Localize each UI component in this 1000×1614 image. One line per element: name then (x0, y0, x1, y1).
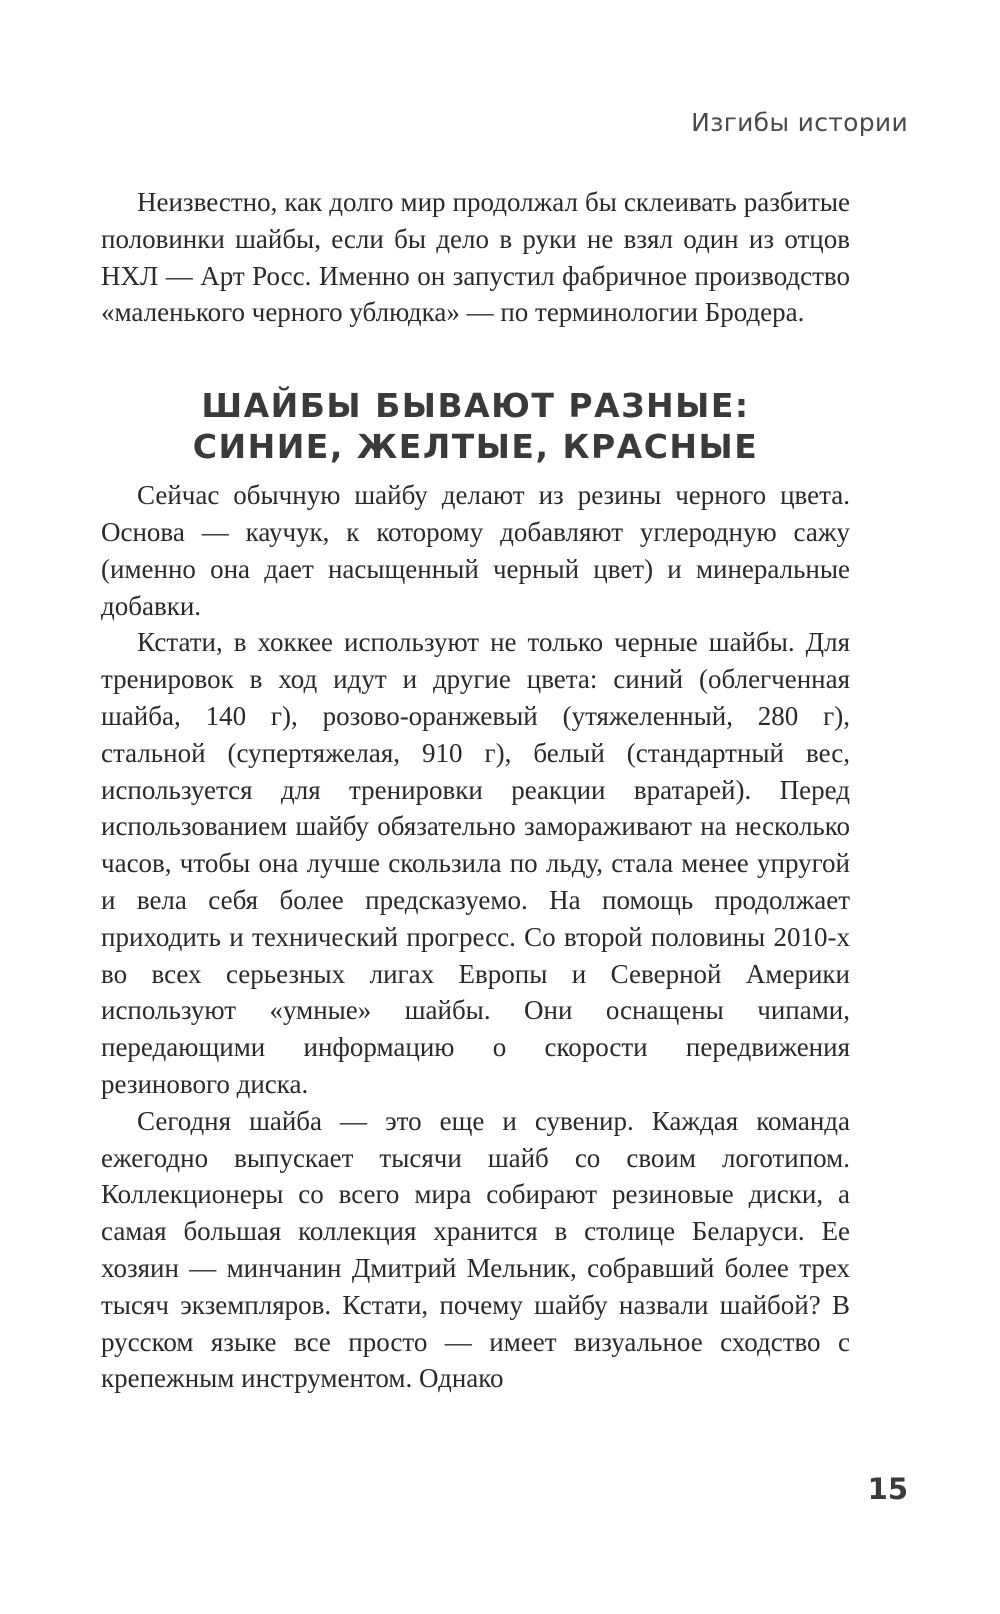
body-paragraph-1: Сейчас обычную шайбу делают из резины черного цвета. Основа — каучук, к которому добавляют углеродную сажу (именно она дает насыщенный черный цвет) и минеральные добавки. (101, 480, 850, 621)
body-paragraph-3: Сегодня шайба — это еще и сувенир. Каждая команда ежегодно выпускает тысячи шайб со своим логотипом. Коллекционеры со всего мира собирают резиновые диски, а самая большая коллекция хранится в столице Беларуси. Ее хозяин — минчанин Дмитрий Мельник, собравший более трех тысяч экземпляров. Кстати, почему шайбу назвали шайбой? В русском языке все просто — имеет визуальное сходство с крепежным инструментом. Однако (101, 1105, 850, 1394)
page-body (101, 184, 850, 1397)
section-heading (101, 385, 850, 467)
section-heading-line-2: СИНИЕ, ЖЕЛТЫЕ, КРАСНЫЕ (192, 427, 759, 467)
intro-paragraph: Неизвестно, как долго мир продолжал бы склеивать разбитые половинки шайбы, если бы дело в руки не взял один из отцов НХЛ — Арт Росс. Именно он запустил фабричное производство «маленького черного ублюдка» — по терминологии Бродера. (101, 187, 850, 328)
section-heading-line-1: ШАЙБЫ БЫВАЮТ РАЗНЫЕ: (201, 386, 750, 426)
page-number: 15 (867, 1472, 908, 1506)
running-header: Изгибы истории (691, 108, 908, 137)
body-paragraph-2: Кстати, в хоккее используют не только черные шайбы. Для тренировок в ход идут и другие цвета: синий (облегченная шайба, 140 г), розово-оранжевый (утяжеленный, 280 г), стальной (супертяжелая, 910 г), белый (стандартный вес, используется для тренировки реакции вратарей). Перед использованием шайбу обязательно замораживают на несколько часов, чтобы она лучше скользила по льду, стала менее упругой и вела себя более предсказуемо. На помощь продолжает приходить и технический прогресс. Со второй половины 2010-х во всех серьезных лигах Европы и Северной Америки используют «умные» шайбы. Они оснащены чипами, передающими информацию о скорости передвижения резинового диска. (101, 627, 850, 1099)
